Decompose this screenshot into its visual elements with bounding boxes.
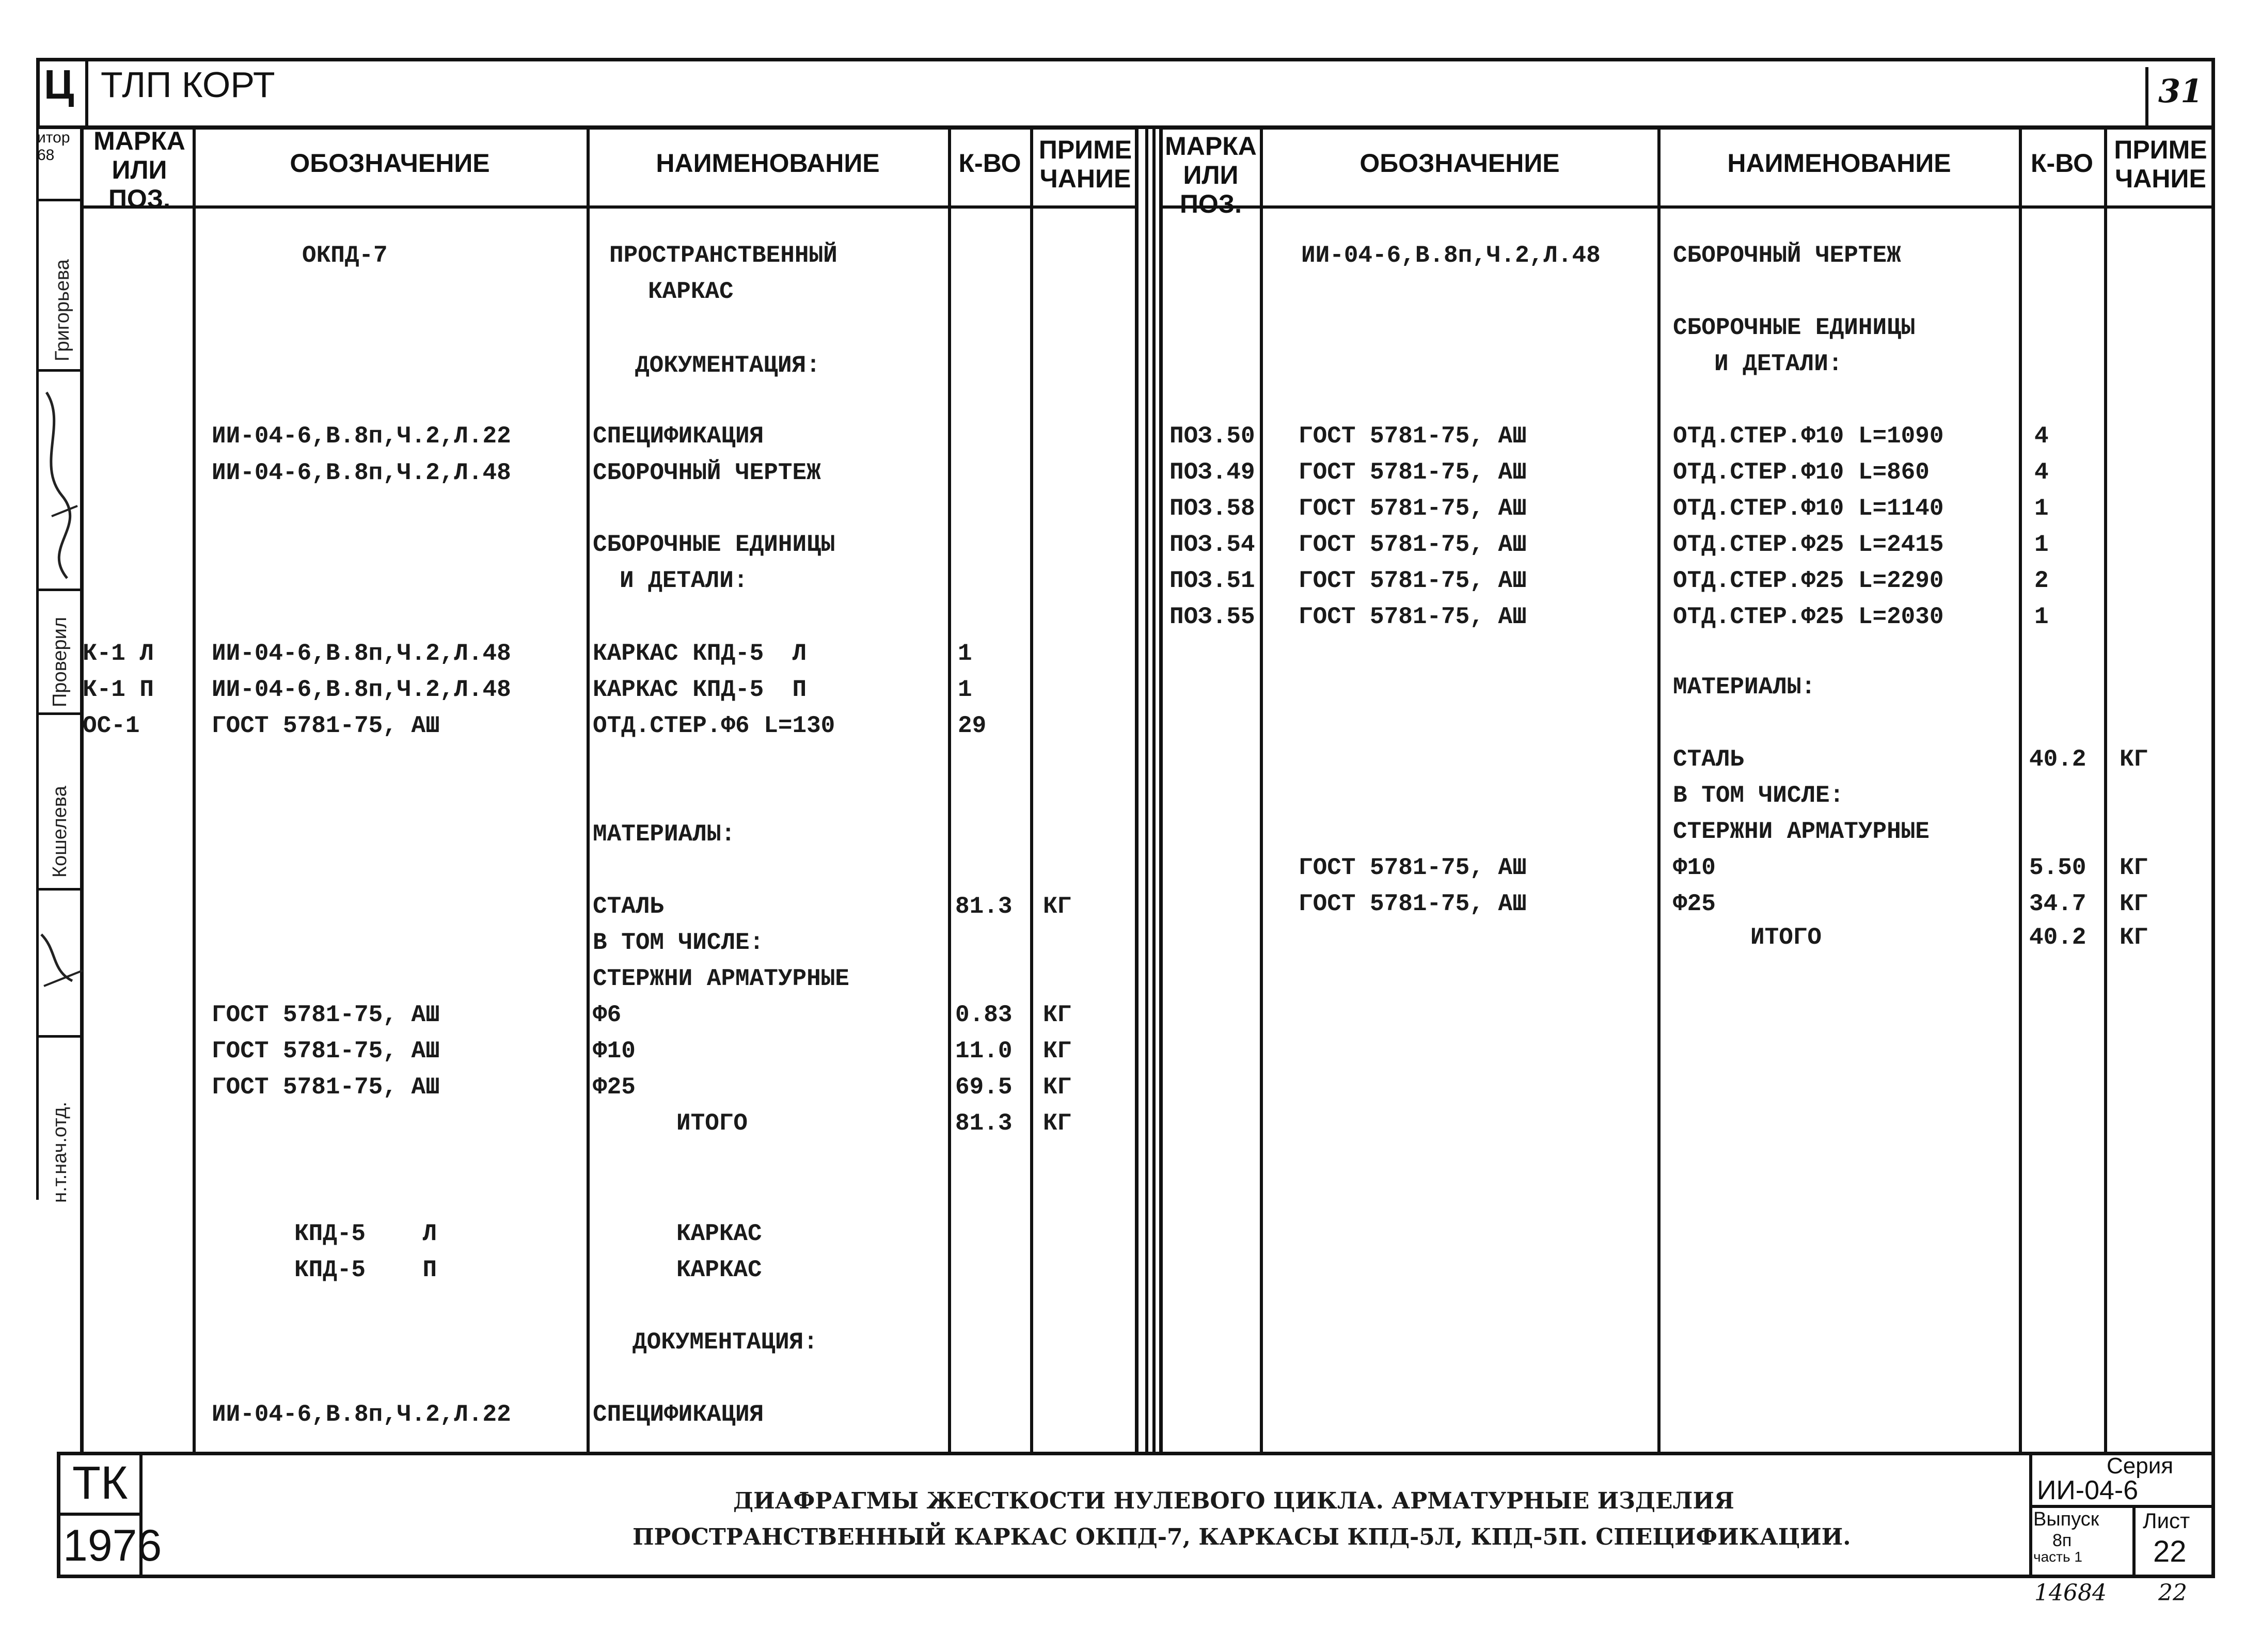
tk-mark: ТК	[72, 1457, 128, 1509]
right-row-15-note: КГ	[2120, 891, 2148, 917]
left-row-12-qty: 81.3	[955, 893, 1013, 920]
left-row-6-name: СБОРОЧНЫЕ ЕДИНИЦЫ	[593, 531, 835, 558]
right-row-12-name: В ТОМ ЧИСЛЕ:	[1673, 782, 1844, 809]
right-row-9-qty: 1	[2034, 603, 2049, 630]
left-row-11-name: МАТЕРИАЛЫ:	[593, 821, 736, 848]
right-col-name-header: НАИМЕНОВАНИЕ	[1727, 149, 1951, 178]
title-block-divider	[2132, 1505, 2136, 1578]
left-row-1-name: ПРОСТРАНСТВЕННЫЙ	[609, 242, 837, 269]
right-row-4-mark: ПОЗ.50	[1169, 423, 1255, 450]
right-row-9-name: ОТД.СТЕР.Ф25 L=2030	[1673, 603, 1944, 630]
right-row-16-name: ИТОГО	[1750, 924, 1822, 951]
left-row-4-designation: ИИ-04-6,В.8п,Ч.2,Л.22	[212, 423, 511, 450]
left-row-8-designation: ИИ-04-6,В.8п,Ч.2,Л.48	[212, 640, 511, 667]
sheet-value: 22	[2153, 1535, 2187, 1568]
sheet-label: Лист	[2143, 1508, 2190, 1533]
title-block-divider	[57, 1513, 139, 1516]
left-row-18-name: ИТОГО	[676, 1110, 748, 1137]
left-row-20-designation: КПД-5 П	[294, 1257, 437, 1283]
left-row-17-name: Ф25	[593, 1074, 636, 1101]
right-col-qty-header: К-ВО	[2031, 149, 2093, 178]
left-col-divider	[948, 126, 951, 1455]
left-table-frame	[80, 126, 1139, 1455]
left-row-22-name: СПЕЦИФИКАЦИЯ	[593, 1401, 764, 1428]
page-number: 31	[2158, 72, 2203, 110]
issue-label: Выпуск	[2033, 1508, 2099, 1530]
right-row-9-designation: ГОСТ 5781-75, АШ	[1299, 603, 1527, 630]
left-col-divider	[1030, 126, 1033, 1455]
part-value: часть 1	[2033, 1549, 2082, 1565]
signature-marks	[31, 361, 93, 1084]
right-row-14-note: КГ	[2120, 854, 2148, 881]
left-row-8-name: КАРКАС КПД-5 Л	[593, 640, 807, 667]
left-row-19-designation: КПД-5 Л	[294, 1220, 437, 1247]
left-row-9-designation: ИИ-04-6,В.8п,Ч.2,Л.48	[212, 676, 511, 703]
left-row-19-name: КАРКАС	[676, 1220, 762, 1247]
left-row-15-note: КГ	[1043, 1002, 1072, 1028]
right-row-7-mark: ПОЗ.54	[1169, 531, 1255, 558]
stamp-label-kosheleva: Кошелева	[49, 786, 71, 878]
left-row-9-mark: К-1 П	[83, 676, 154, 703]
title-block-divider	[2029, 1452, 2032, 1578]
right-row-6-name: ОТД.СТЕР.Ф10 L=1140	[1673, 495, 1944, 522]
sheet-title-line-1: ДИАФРАГМЫ ЖЕСТКОСТИ НУЛЕВОГО ЦИКЛА. АРМАТУРНЫЕ ИЗДЕЛИЯ	[733, 1488, 1734, 1514]
right-row-14-name: Ф10	[1673, 854, 1716, 881]
left-row-4-name: СПЕЦИФИКАЦИЯ	[593, 423, 764, 450]
right-row-16-note: КГ	[2120, 924, 2148, 951]
left-row-18-qty: 81.3	[955, 1110, 1013, 1137]
right-row-7-name: ОТД.СТЕР.Ф25 L=2415	[1673, 531, 1944, 558]
year-mark: 1976	[63, 1521, 162, 1570]
right-row-6-mark: ПОЗ.58	[1169, 495, 1255, 522]
left-row-15-name: Ф6	[593, 1002, 622, 1028]
right-row-7-designation: ГОСТ 5781-75, АШ	[1299, 531, 1527, 558]
right-row-4-designation: ГОСТ 5781-75, АШ	[1299, 423, 1527, 450]
left-row-10-name: ОТД.СТЕР.Ф6 L=130	[593, 712, 835, 739]
right-col-divider	[1260, 126, 1263, 1455]
left-row-16-designation: ГОСТ 5781-75, АШ	[212, 1038, 440, 1065]
right-row-3-name: И ДЕТАЛИ:	[1714, 351, 1843, 377]
stamp-label-grigorieva: Григорьева	[52, 259, 73, 361]
right-row-10-name: МАТЕРИАЛЫ:	[1673, 674, 1816, 701]
left-row-17-designation: ГОСТ 5781-75, АШ	[212, 1074, 440, 1101]
left-col-divider	[193, 126, 196, 1455]
right-col-designation-header: ОБОЗНАЧЕНИЕ	[1359, 149, 1560, 178]
right-row-9-mark: ПОЗ.55	[1169, 603, 1255, 630]
left-row-13-name: В ТОМ ЧИСЛЕ:	[593, 929, 764, 956]
right-row-14-qty: 5.50	[2029, 854, 2086, 881]
left-col-mark-header: МАРКА ИЛИ ПОЗ.	[93, 126, 185, 213]
right-row-5-name: ОТД.СТЕР.Ф10 L=860	[1673, 459, 1930, 486]
left-row-10-designation: ГОСТ 5781-75, АШ	[212, 712, 440, 739]
left-row-12-name: СТАЛЬ	[593, 893, 665, 920]
left-row-18-note: КГ	[1043, 1110, 1072, 1137]
left-col-note-header: ПРИМЕ ЧАНИЕ	[1038, 135, 1132, 193]
series-label: Серия	[2107, 1453, 2174, 1479]
left-col-name-header: НАИМЕНОВАНИЕ	[656, 149, 880, 178]
left-row-16-name: Ф10	[593, 1038, 636, 1065]
stamp-bottom-fragment: н.т.нач.отд.	[49, 1101, 71, 1203]
right-row-5-mark: ПОЗ.49	[1169, 459, 1255, 486]
right-col-divider	[2104, 126, 2107, 1455]
table-separator	[1152, 126, 1156, 1455]
right-col-mark-header: МАРКА ИЛИ ПОЗ.	[1165, 132, 1257, 218]
right-row-15-name: Ф25	[1673, 891, 1716, 917]
left-row-9-name: КАРКАС КПД-5 П	[593, 676, 807, 703]
sheet-title-line-2: ПРОСТРАНСТВЕННЫЙ КАРКАС ОКПД-7, КАРКАСЫ КПД-5Л, КПД-5П. СПЕЦИФИКАЦИИ.	[633, 1524, 1851, 1550]
left-row-5-designation: ИИ-04-6,В.8п,Ч.2,Л.48	[212, 459, 511, 486]
right-row-2-name: СБОРОЧНЫЕ ЕДИНИЦЫ	[1673, 314, 1916, 341]
right-header-rule	[1159, 205, 2215, 209]
header-frame	[36, 58, 2215, 129]
right-row-8-name: ОТД.СТЕР.Ф25 L=2290	[1673, 567, 1944, 594]
left-row-3-name: ДОКУМЕНТАЦИЯ:	[635, 352, 820, 379]
right-row-15-qty: 34.7	[2029, 891, 2086, 917]
left-row-22-designation: ИИ-04-6,В.8п,Ч.2,Л.22	[212, 1401, 511, 1428]
right-row-4-name: ОТД.СТЕР.Ф10 L=1090	[1673, 423, 1944, 450]
stamp-top-fragment: итор 68	[37, 129, 70, 164]
handwritten-page: 22	[2158, 1580, 2187, 1606]
left-row-10-mark: ОС-1	[83, 712, 140, 739]
left-col-designation-header: ОБОЗНАЧЕНИЕ	[290, 149, 490, 178]
handwritten-number: 14684	[2034, 1580, 2107, 1606]
right-col-note-header: ПРИМЕ ЧАНИЕ	[2114, 135, 2207, 193]
right-row-8-mark: ПОЗ.51	[1169, 567, 1255, 594]
issue-value: 8п	[2052, 1531, 2072, 1550]
right-row-1-name: СБОРОЧНЫЙ ЧЕРТЕЖ	[1673, 242, 1901, 269]
right-row-16-qty: 40.2	[2029, 924, 2086, 951]
left-row-15-designation: ГОСТ 5781-75, АШ	[212, 1002, 440, 1028]
left-row-7-name: И ДЕТАЛИ:	[620, 567, 748, 594]
left-row-12-note: КГ	[1043, 893, 1072, 920]
right-row-15-designation: ГОСТ 5781-75, АШ	[1299, 891, 1527, 917]
header-divider	[85, 58, 88, 129]
right-row-13-name: СТЕРЖНИ АРМАТУРНЫЕ	[1673, 818, 1930, 845]
right-row-6-designation: ГОСТ 5781-75, АШ	[1299, 495, 1527, 522]
series-value: ИИ-04-6	[2037, 1475, 2139, 1505]
left-row-17-note: КГ	[1043, 1074, 1072, 1101]
left-row-21-name: ДОКУМЕНТАЦИЯ:	[633, 1329, 818, 1356]
left-row-14-name: СТЕРЖНИ АРМАТУРНЫЕ	[593, 965, 849, 992]
left-row-15-qty: 0.83	[955, 1002, 1013, 1028]
right-row-8-designation: ГОСТ 5781-75, АШ	[1299, 567, 1527, 594]
left-row-8-qty: 1	[958, 640, 972, 667]
left-col-divider	[587, 126, 590, 1455]
page-title: ТЛП КОРТ	[101, 65, 275, 105]
right-row-5-qty: 4	[2034, 459, 2049, 486]
right-row-5-designation: ГОСТ 5781-75, АШ	[1299, 459, 1527, 486]
left-row-17-qty: 69.5	[955, 1074, 1013, 1101]
stamp-label-proveril: Проверил	[49, 616, 71, 707]
right-row-14-designation: ГОСТ 5781-75, АШ	[1299, 854, 1527, 881]
right-row-8-qty: 2	[2034, 567, 2049, 594]
right-row-11-qty: 40.2	[2029, 746, 2086, 773]
left-row-5-name: СБОРОЧНЫЙ ЧЕРТЕЖ	[593, 459, 821, 486]
right-row-4-qty: 4	[2034, 423, 2049, 450]
corner-mark: Ц	[44, 61, 74, 107]
left-row-16-note: КГ	[1043, 1038, 1072, 1065]
left-col-qty-header: К-ВО	[958, 149, 1021, 178]
right-col-divider	[1657, 126, 1661, 1455]
left-row-16-qty: 11.0	[955, 1038, 1013, 1065]
left-row-2-name: КАРКАС	[648, 278, 734, 305]
right-row-11-name: СТАЛЬ	[1673, 746, 1745, 773]
right-row-1-designation: ИИ-04-6,В.8п,Ч.2,Л.48	[1301, 242, 1601, 269]
right-row-7-qty: 1	[2034, 531, 2049, 558]
table-separator	[1145, 126, 1148, 1455]
header-divider	[2145, 67, 2148, 129]
right-row-6-qty: 1	[2034, 495, 2049, 522]
left-row-1-designation: ОКПД-7	[302, 242, 388, 269]
right-row-11-note: КГ	[2120, 746, 2148, 773]
left-row-20-name: КАРКАС	[676, 1257, 762, 1283]
stamp-rule	[36, 199, 83, 201]
left-row-10-qty: 29	[958, 712, 987, 739]
right-col-divider	[2019, 126, 2022, 1455]
left-row-8-mark: К-1 Л	[83, 640, 154, 667]
left-header-rule	[80, 205, 1139, 209]
left-row-9-qty: 1	[958, 676, 972, 703]
